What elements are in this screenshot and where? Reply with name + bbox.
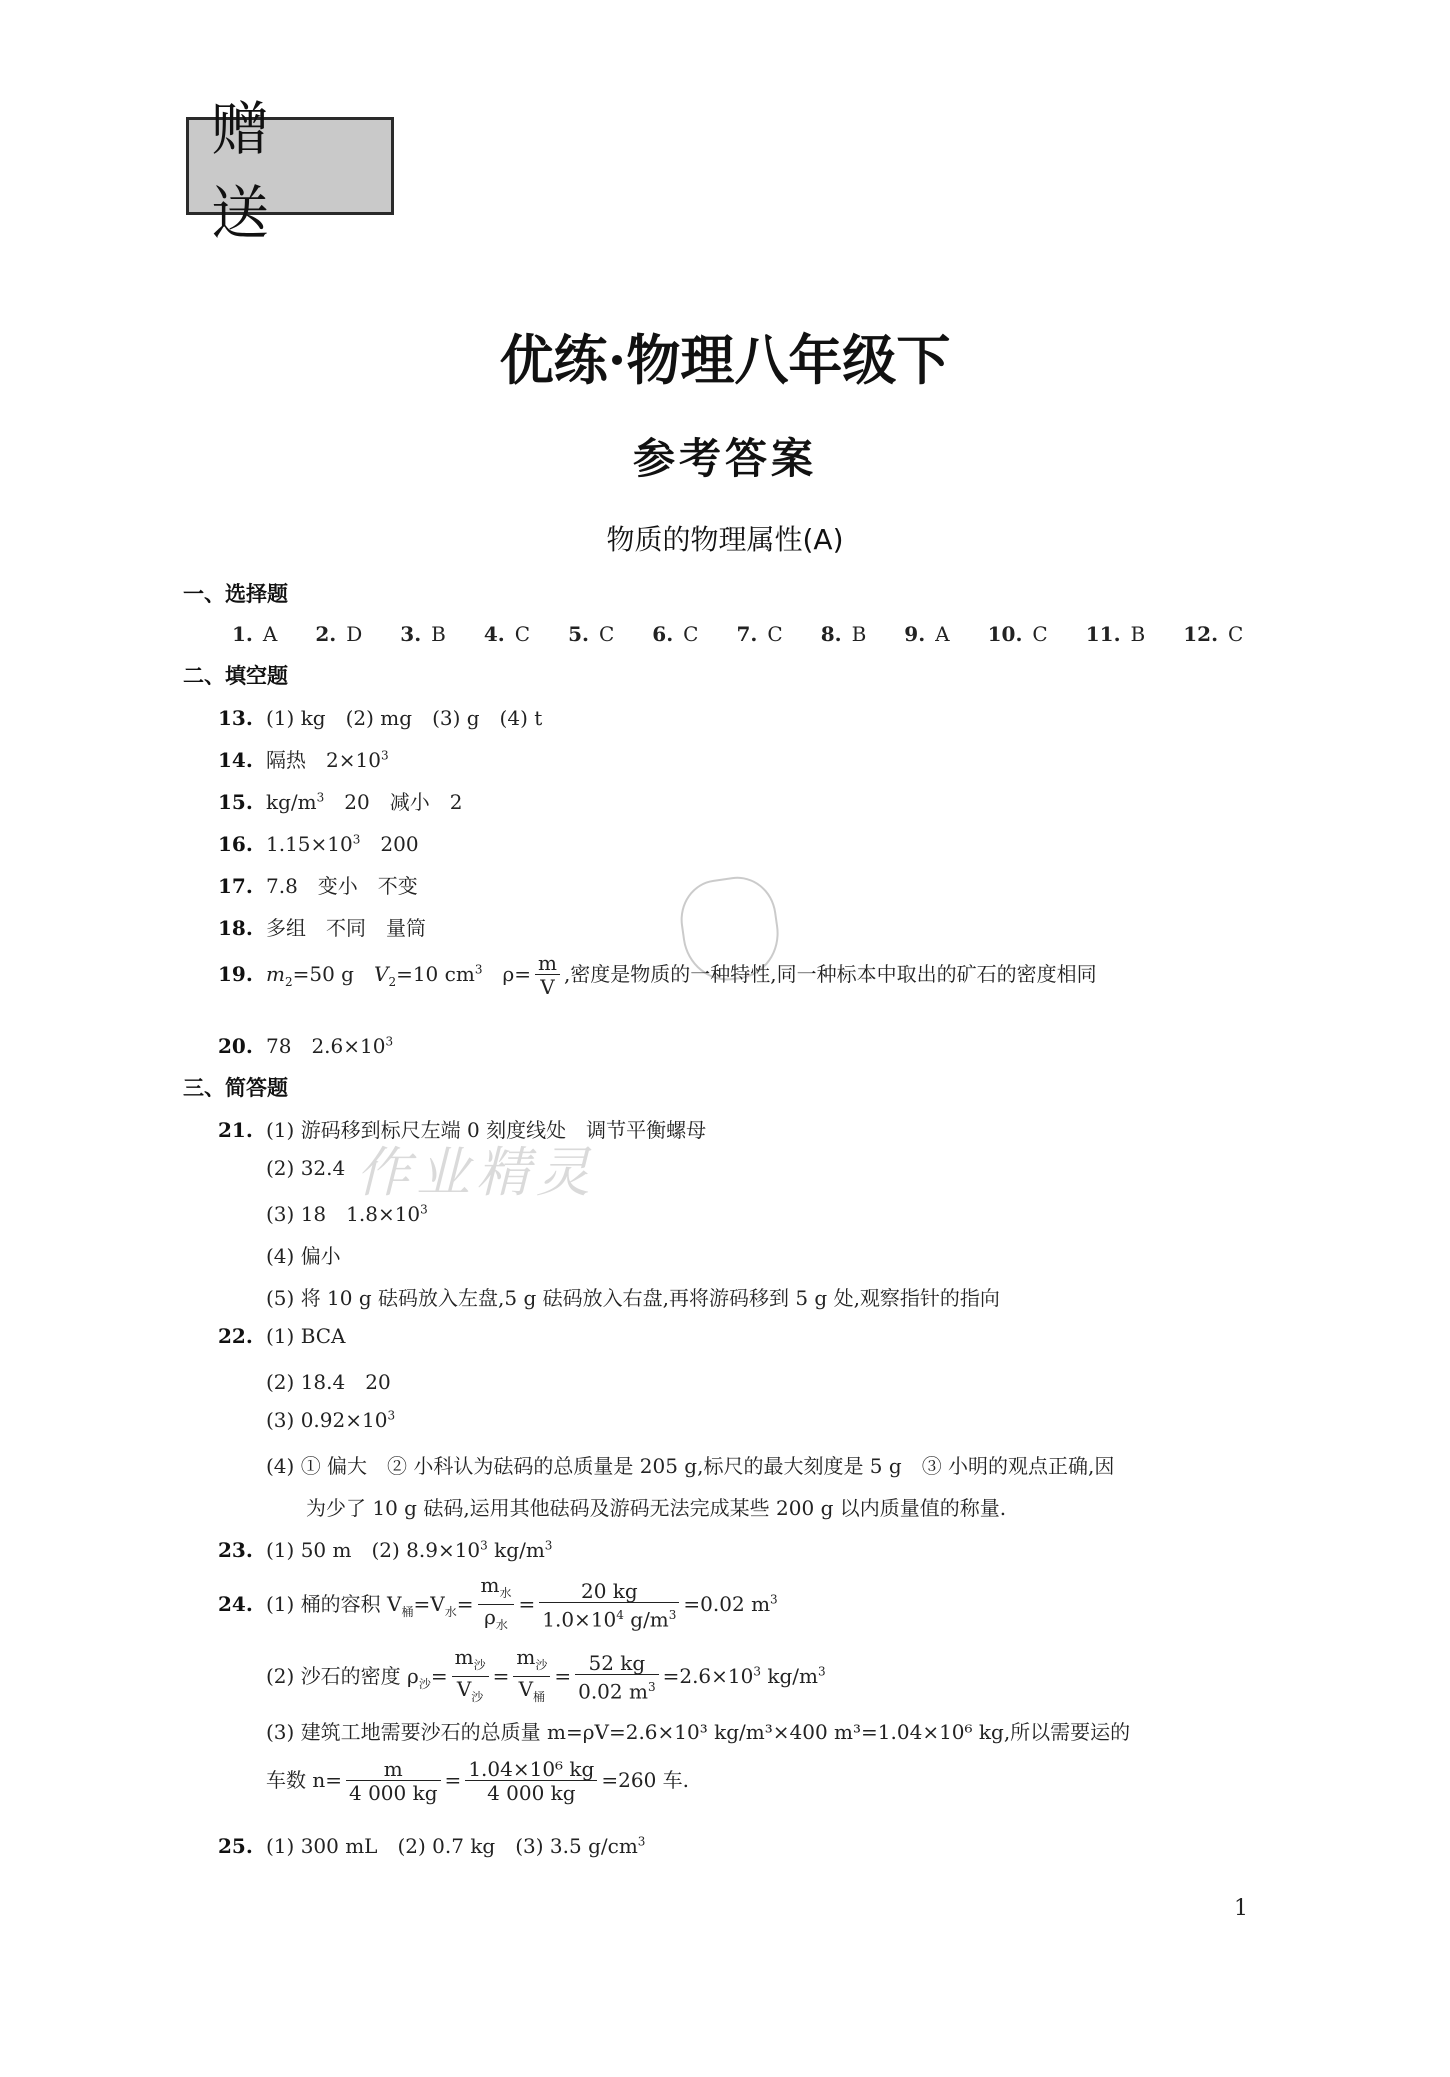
answer-24-3-cont: 车数 n= $\frac{m}{4 000 kg}$ = $\frac{\text{1.04×10⁶ kg}}{4 000 kg}$ =260 车. <box>266 1757 690 1805</box>
answer-21: 21. (1) 游码移到标尺左端 0 刻度线处 调节平衡螺母 <box>218 1118 707 1142</box>
answer-22-4: (4) ① 偏大 ② 小科认为砝码的总质量是 205 g,标尺的最大刻度是 5 g ③ 小明的观点正确,因 <box>266 1454 1115 1478</box>
mc-item: 2. D <box>315 622 363 646</box>
answer-21-5: (5) 将 10 g 砝码放入左盘,5 g 砝码放入右盘,再将游码移到 5 g 处,观察指针的指向 <box>266 1286 1000 1310</box>
answer-22: 22. (1) BCA <box>218 1324 346 1348</box>
page-number: 1 <box>1234 1896 1248 1921</box>
mc-item: 5. C <box>568 622 615 646</box>
mc-item: 10. C <box>987 622 1048 646</box>
answer-24: 24. (1) 桶的容积 $V_桶=V_水=$ $\frac{m_水}{\rho_水}$ = $\frac{20 kg}{1.0\times 10^4 g/m^3}$ =0.02 $m^3$ <box>218 1573 778 1632</box>
answer-22-2: (2) 18.4 20 <box>266 1370 391 1394</box>
answer-13: 13. (1) kg (2) mg (3) g (4) t <box>218 706 543 730</box>
mc-answers <box>232 622 1281 646</box>
answer-22-3: (3) $0.92\times 10^3$ <box>266 1408 396 1432</box>
answer-17: 17. 7.8 变小 不变 <box>218 874 418 898</box>
mc-item: 1. A <box>232 622 278 646</box>
category-short: 三、简答题 <box>183 1076 288 1100</box>
section-heading: 物质的物理属性(A) <box>606 523 844 556</box>
answer-18: 18. 多组 不同 量筒 <box>218 916 426 940</box>
answer-20: 20. 78 $2.6\times 10^3$ <box>218 1034 394 1058</box>
answer-24-2: (2) 沙石的密度 $\rho_沙=$ $\frac{m_沙}{V_沙}$ = $\frac{m_沙}{V_桶}$ = $\frac{52 kg}{0.02 m^3}$ $=2.6\times 10^3$ $kg/m^3$ <box>266 1645 826 1704</box>
answer-16: 16. $1.15\times 10^3$ 200 <box>218 832 419 856</box>
mc-item: 3. B <box>400 622 446 646</box>
answer-21-2: (2) 32.4 <box>266 1156 346 1180</box>
category-fill: 二、填空题 <box>183 664 288 688</box>
mc-item: 7. C <box>736 622 783 646</box>
page-subtitle: 参考答案 <box>632 434 817 483</box>
gift-badge: 赠 送 <box>186 117 394 215</box>
answer-24-3: (3) 建筑工地需要沙石的总质量 m=ρV=2.6×10³ kg/m³×400 m³=1.04×10⁶ kg,所以需要运的 <box>266 1720 1131 1744</box>
answer-15: 15. $kg/m^3$ 20 减小 2 <box>218 790 463 814</box>
mc-item: 4. C <box>483 622 531 646</box>
mc-item: 11. B <box>1085 622 1146 646</box>
answer-21-4: (4) 偏小 <box>266 1244 341 1268</box>
answer-22-4-cont: 为少了 10 g 砝码,运用其他砝码及游码无法完成某些 200 g 以内质量值的称量. <box>306 1496 1007 1520</box>
category-choice: 一、选择题 <box>183 582 288 606</box>
page-title: 优练·物理八年级下 <box>499 328 951 392</box>
mc-item: 12. C <box>1183 622 1244 646</box>
answer-14: 14. 隔热 $2\times 10^3$ <box>218 748 389 772</box>
answer-25: 25. (1) 300 mL (2) 0.7 kg (3) 3.5 $g/cm^3$ <box>218 1834 646 1858</box>
answer-23: 23. (1) 50 m (2) $8.9\times 10^3$ $kg/m^3$ <box>218 1538 553 1562</box>
mc-item: 8. B <box>820 622 867 646</box>
answer-21-3: (3) 18 $1.8\times 10^3$ <box>266 1202 428 1226</box>
answer-19: 19. $m_2=50$ g $V_2=10$ $cm^3$ ρ= $\frac{m}{V}$ ,密度是物质的一种特性,同一种标本中取出的矿石的密度相同 <box>218 951 1097 999</box>
mc-item: 9. A <box>904 622 950 646</box>
mc-item: 6. C <box>652 622 699 646</box>
watermark: 作业精灵 <box>356 1141 596 1204</box>
